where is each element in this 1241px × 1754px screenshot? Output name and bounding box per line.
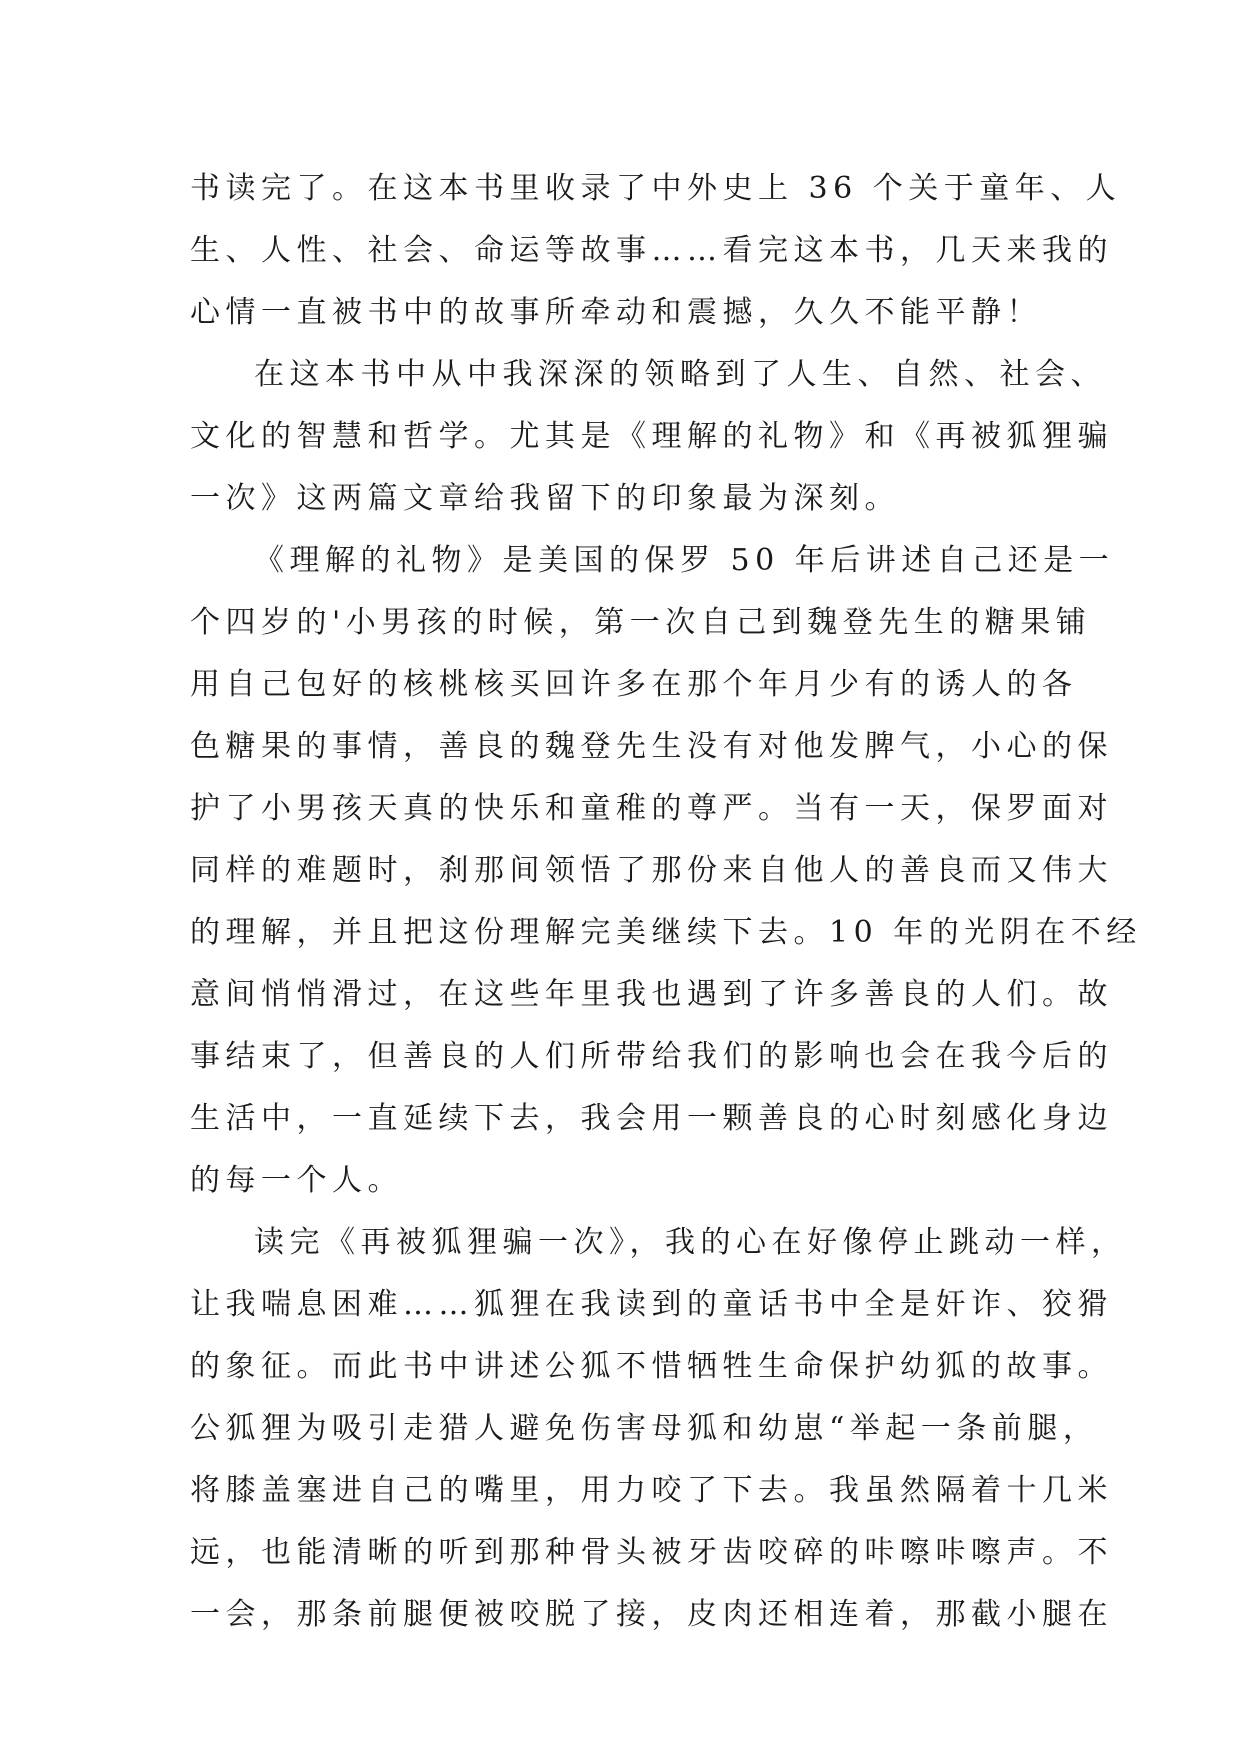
text-line: 公狐狸为吸引走猎人避免伤害母狐和幼崽“举起一条前腿，	[190, 1411, 1099, 1446]
text-line: 的每一个人。	[190, 1163, 403, 1198]
text-line: 将膝盖塞进自己的嘴里，用力咬了下去。我虽然隔着十几米	[190, 1473, 1113, 1508]
text-line: 心情一直被书中的故事所牵动和震撼，久久不能平静！	[190, 295, 1042, 330]
text-line: 的象征。而此书中讲述公狐不惜牺牲生命保护幼狐的故事。	[190, 1349, 1113, 1384]
text-line: 的理解，并且把这份理解完美继续下去。10 年的光阴在不经	[190, 915, 1142, 950]
text-line: 生、人性、社会、命运等故事……看完这本书，几天来我的	[190, 233, 1113, 268]
text-line: 个四岁的'小男孩的时候，第一次自己到魏登先生的糖果铺	[190, 605, 1092, 640]
text-line: 意间悄悄滑过，在这些年里我也遇到了许多善良的人们。故	[190, 977, 1113, 1012]
text-line: 事结束了，但善良的人们所带给我们的影响也会在我今后的	[190, 1039, 1113, 1074]
text-line: 生活中，一直延续下去，我会用一颗善良的心时刻感化身边	[190, 1101, 1113, 1136]
text-line: 用自己包好的核桃核买回许多在那个年月少有的诱人的各	[190, 667, 1078, 702]
paragraph-start-line: 在这本书中从中我深深的领略到了人生、自然、社会、	[254, 357, 1106, 392]
paragraph-start-line: 读完《再被狐狸骗一次》，我的心在好像停止跳动一样，	[254, 1225, 1127, 1260]
paragraph-start-line: 《理解的礼物》是美国的保罗 50 年后讲述自己还是一	[254, 543, 1115, 578]
text-line: 让我喘息困难……狐狸在我读到的童话书中全是奸诈、狡猾	[190, 1287, 1113, 1322]
text-line: 一次》这两篇文章给我留下的印象最为深刻。	[190, 481, 900, 516]
text-line: 一会，那条前腿便被咬脱了接，皮肉还相连着，那截小腿在	[190, 1597, 1113, 1632]
text-line: 远，也能清晰的听到那种骨头被牙齿咬碎的咔嚓咔嚓声。不	[190, 1535, 1113, 1570]
text-line: 文化的智慧和哲学。尤其是《理解的礼物》和《再被狐狸骗	[190, 419, 1113, 454]
text-line: 书读完了。在这本书里收录了中外史上 36 个关于童年、人	[190, 171, 1122, 206]
text-line: 同样的难题时，刹那间领悟了那份来自他人的善良而又伟大	[190, 853, 1113, 888]
body-text	[190, 158, 1142, 1646]
text-line: 色糖果的事情，善良的魏登先生没有对他发脾气，小心的保	[190, 729, 1113, 764]
text-line: 护了小男孩天真的快乐和童稚的尊严。当有一天，保罗面对	[190, 791, 1113, 826]
